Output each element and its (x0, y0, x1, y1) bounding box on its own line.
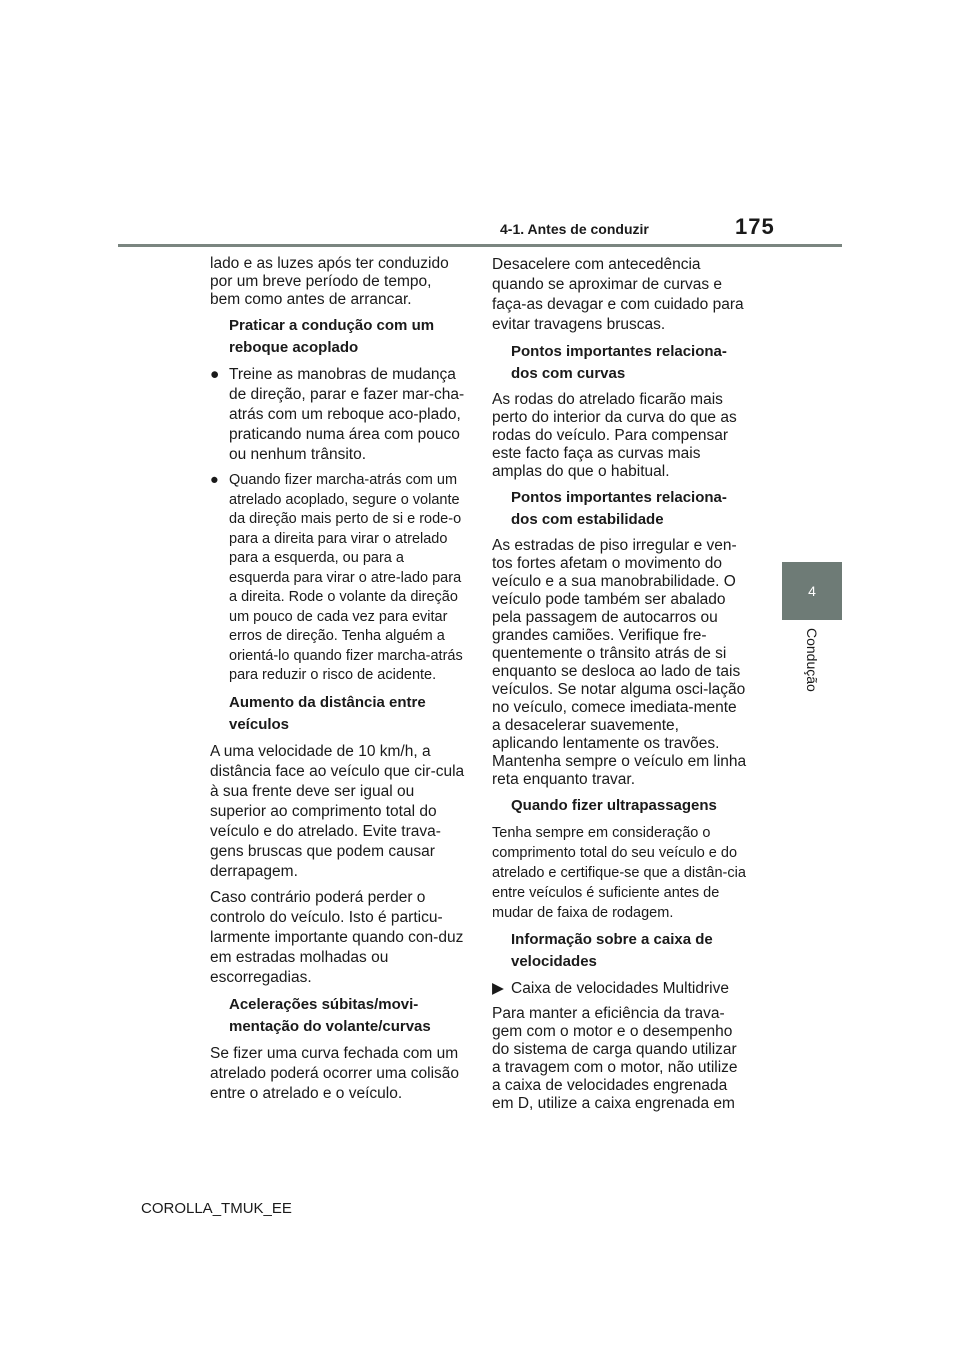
heading-sudden-acceleration: Acelerações súbitas/movi-mentação do volante/curvas (229, 995, 431, 1035)
intro-paragraph: lado e as luzes após ter conduzido por um breve período de tempo, bem como antes de arrancar. (210, 255, 449, 308)
right-column (492, 255, 748, 1119)
heading-curves: Pontos importantes relaciona-dos com curvas (511, 343, 727, 382)
chapter-number: 4 (808, 583, 816, 599)
chapter-tab[interactable] (782, 562, 842, 620)
chapter-label (782, 628, 842, 708)
bullet-text: Quando fizer marcha-atrás com um atrelado acoplado, segure o volante da direção mais perto de si e rode-o para a direita para virar o atrelado para a esquerda, ou para a esquerda para virar o atre-lado para a direita. Rode o volante da direção um pouco de cada vez para evitar erros de direção. Tenha alguém a orientá-lo quando fizer marcha-atrás para reduzir o risco de acidente. (229, 472, 463, 683)
paragraph: As rodas do atrelado ficarão mais perto do interior da curva do que as rodas do veículo. Para compensar este facto faça as curvas mais amplas do que o habitual. (492, 391, 737, 480)
heading-stability: Pontos importantes relaciona-dos com estabilidade (511, 489, 727, 528)
chapter-label-text: Condução (804, 628, 820, 692)
page-number: 175 (735, 214, 775, 239)
triangle-right-icon: ▶ (492, 980, 504, 997)
bullet-icon: ● (210, 366, 220, 383)
paragraph: Para manter a eficiência da trava-gem com o motor e o desempenho do sistema de carga quando utilizar a travagem com o motor, não utilize a caixa de velocidades engrenada em D, utilize a caixa engrenada em (492, 1005, 738, 1112)
bullet-item (210, 365, 465, 465)
sub-item (492, 979, 748, 999)
bullet-item (210, 471, 465, 686)
left-column (210, 255, 465, 1110)
section-title: 4-1. Antes de conduzir (500, 221, 649, 237)
paragraph: Desacelere com antecedência quando se aproximar de curvas e faça-as devagar e com cuidado para evitar travagens bruscas. (492, 256, 744, 333)
header-divider (118, 244, 842, 247)
paragraph: Tenha sempre em consideração o comprimento total do seu veículo e do atrelado e certifique-se que a distân-cia entre veículos é suficiente antes de mudar de faixa de rodagem. (492, 825, 746, 921)
heading-overtaking: Quando fizer ultrapassagens (511, 797, 717, 814)
paragraph: Caso contrário poderá perder o controlo do veículo. Isto é particu-larmente importante quando con-duz em estradas molhadas ou escorregadias. (210, 888, 464, 986)
heading-distance: Aumento da distância entre veículos (229, 693, 426, 733)
heading-transmission: Informação sobre a caixa de velocidades (511, 931, 713, 970)
paragraph: Se fizer uma curva fechada com um atrelado poderá ocorrer uma colisão entre o atrelado e o veículo. (210, 1044, 459, 1102)
bullet-text: Treine as manobras de mudança de direção, parar e fazer mar-cha-atrás com um reboque aco-plado, praticando numa área com pouco ou nenhum trânsito. (229, 366, 465, 463)
paragraph: A uma velocidade de 10 km/h, a distância face ao veículo que cir-cula à sua frente deve ser igual ou superior ao comprimento total do veículo e do atrelado. Evite trava-gens bruscas que podem causar derrapagem. (210, 742, 465, 880)
bullet-icon: ● (210, 472, 219, 488)
sub-item-text: Caixa de velocidades Multidrive (511, 980, 729, 997)
paragraph: As estradas de piso irregular e ven-tos fortes afetam o movimento do veículo e a sua manobrabilidade. O veículo pode também ser abalado pela passagem de autocarros ou grandes camiões. Verifique fre-quentemente o trânsito atrás de si enquanto se desloca ao lado de tais veículos. Se notar alguma osci-lação no veículo, comece imediata-mente a desacelerar suavemente, aplicando lentamente os travões. Mantenha sempre o veículo em linha reta enquanto travar. (492, 537, 747, 788)
heading-towing-practice: Praticar a condução com um reboque acoplado (229, 317, 435, 356)
footer-code: COROLLA_TMUK_EE (141, 1200, 292, 1217)
